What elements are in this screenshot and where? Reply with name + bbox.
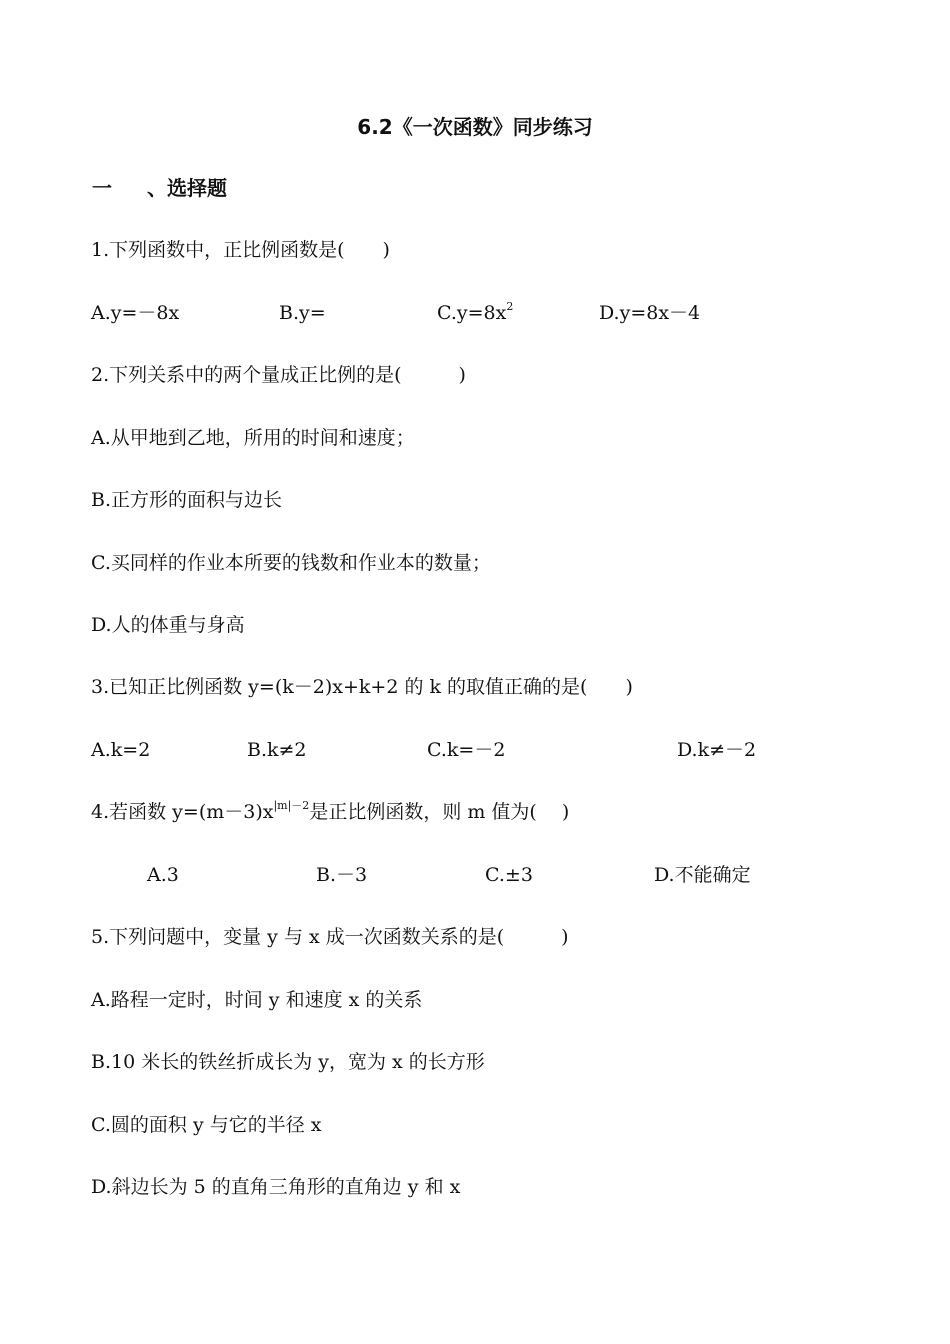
question-4-exponent: |m|－2 xyxy=(273,799,310,812)
question-4-option-a: A.3 xyxy=(147,864,179,886)
question-3-stem: 3.已知正比例函数 y=(k－2)x+k+2 的 k 的取值正确的是( ) xyxy=(91,676,633,698)
question-3-option-b: B.k≠2 xyxy=(247,739,307,761)
question-1-option-b: B.y= xyxy=(279,302,326,324)
question-1-option-d: D.y=8x－4 xyxy=(599,302,701,324)
section-heading xyxy=(92,173,227,203)
question-5-option-b: B.10 米长的铁丝折成长为 y，宽为 x 的长方形 xyxy=(91,1051,485,1073)
question-1-option-c-exponent: 2 xyxy=(506,300,514,313)
question-3-option-c: C.k=－2 xyxy=(427,739,506,761)
section-label: 、选择题 xyxy=(147,176,227,200)
question-3-option-a: A.k=2 xyxy=(91,739,151,761)
question-4-stem-end: 是正比例函数，则 m 值为( ) xyxy=(309,801,570,823)
question-5-stem: 5.下列问题中，变量 y 与 x 成一次函数关系的是( ) xyxy=(91,926,569,948)
question-5-option-a: A.路程一定时，时间 y 和速度 x 的关系 xyxy=(91,989,423,1011)
question-4-option-d: D.不能确定 xyxy=(654,864,751,886)
question-1-stem: 1.下列函数中，正比例函数是( ) xyxy=(91,239,390,261)
question-2-option-c: C.买同样的作业本所要的钱数和作业本的数量； xyxy=(91,552,491,574)
question-4-stem-start: 4.若函数 y=(m－3)x xyxy=(91,801,274,823)
question-4-stem xyxy=(91,798,569,826)
question-4-option-b: B.－3 xyxy=(316,864,368,886)
question-2-option-d: D.人的体重与身高 xyxy=(91,614,245,636)
question-2-option-a: A.从甲地到乙地，所用的时间和速度； xyxy=(91,427,415,449)
question-1-option-c-base: C.y=8x xyxy=(437,302,507,324)
question-2-stem: 2.下列关系中的两个量成正比例的是( ) xyxy=(91,364,466,386)
question-5-option-d: D.斜边长为 5 的直角三角形的直角边 y 和 x xyxy=(91,1176,461,1198)
question-3-option-d: D.k≠－2 xyxy=(677,739,757,761)
question-5-option-c: C.圆的面积 y 与它的半径 x xyxy=(91,1114,322,1136)
question-1-option-a: A.y=－8x xyxy=(91,302,180,324)
section-number: 一 xyxy=(92,176,112,200)
page-title: 6.2《一次函数》同步练习 xyxy=(357,115,593,139)
question-2-option-b: B.正方形的面积与边长 xyxy=(91,489,283,511)
question-1-option-c xyxy=(437,299,513,327)
question-4-option-c: C.±3 xyxy=(485,864,533,886)
